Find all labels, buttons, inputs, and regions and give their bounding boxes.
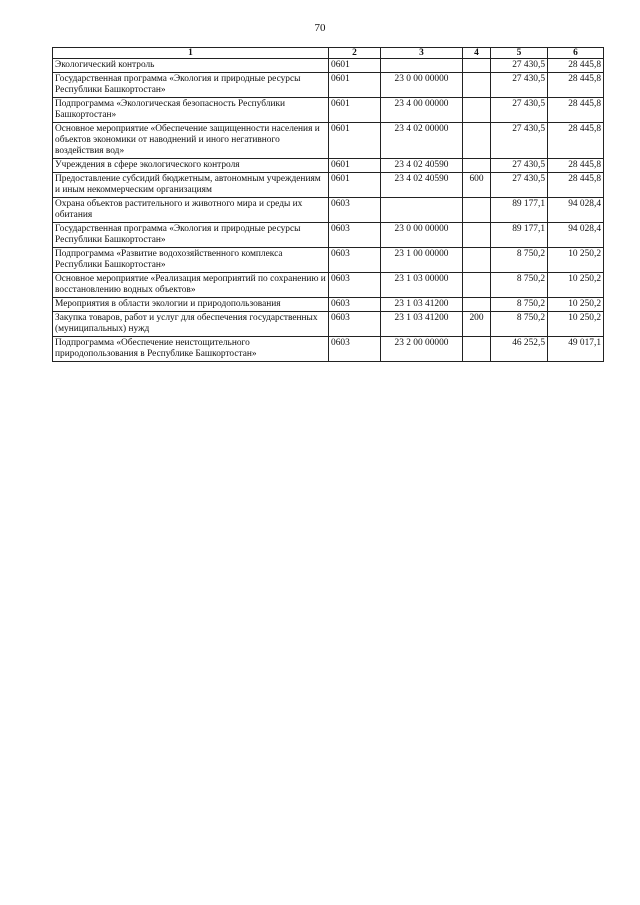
header-col-6: 6 [548,48,604,59]
cell-expense-type [463,273,491,298]
table-row [53,312,604,337]
cell-name: Основное мероприятие «Реализация мероприятий по сохранению и восстановлению водных объектов» [53,273,329,298]
cell-amount-1: 27 430,5 [491,173,548,198]
cell-name: Подпрограмма «Экологическая безопасность Республики Башкортостан» [53,98,329,123]
cell-amount-1: 27 430,5 [491,59,548,73]
table-row [53,198,604,223]
cell-amount-2: 10 250,2 [548,248,604,273]
table-row [53,248,604,273]
header-col-4: 4 [463,48,491,59]
cell-section-code: 0601 [329,73,381,98]
cell-target-code: 23 4 02 00000 [381,123,463,159]
cell-name: Мероприятия в области экологии и природопользования [53,298,329,312]
cell-target-code [381,198,463,223]
cell-section-code: 0603 [329,298,381,312]
cell-target-code: 23 0 00 00000 [381,73,463,98]
table-row [53,337,604,362]
page-number: 70 [314,22,326,34]
cell-amount-2: 28 445,8 [548,98,604,123]
cell-amount-2: 28 445,8 [548,73,604,98]
cell-amount-2: 10 250,2 [548,273,604,298]
cell-target-code: 23 1 03 41200 [381,312,463,337]
cell-section-code: 0601 [329,59,381,73]
cell-name: Экологический контроль [53,59,329,73]
cell-section-code: 0603 [329,273,381,298]
cell-amount-1: 46 252,5 [491,337,548,362]
cell-target-code: 23 4 00 00000 [381,98,463,123]
cell-target-code: 23 1 03 00000 [381,273,463,298]
cell-target-code: 23 0 00 00000 [381,223,463,248]
budget-table [52,47,604,362]
cell-name: Предоставление субсидий бюджетным, автономным учреждениям и иным некоммерческим организациям [53,173,329,198]
cell-amount-2: 10 250,2 [548,298,604,312]
cell-section-code: 0603 [329,337,381,362]
table-row [53,159,604,173]
cell-target-code [381,59,463,73]
cell-name: Государственная программа «Экология и природные ресурсы Республики Башкортостан» [53,73,329,98]
cell-name: Подпрограмма «Обеспечение неистощительного природопользования в Республике Башкортостан» [53,337,329,362]
cell-target-code: 23 4 02 40590 [381,159,463,173]
cell-expense-type [463,59,491,73]
cell-amount-2: 28 445,8 [548,159,604,173]
cell-target-code: 23 1 00 00000 [381,248,463,273]
cell-amount-1: 8 750,2 [491,273,548,298]
header-col-2: 2 [329,48,381,59]
table-row [53,298,604,312]
cell-section-code: 0601 [329,173,381,198]
cell-section-code: 0601 [329,123,381,159]
cell-section-code: 0601 [329,159,381,173]
cell-section-code: 0603 [329,248,381,273]
cell-amount-2: 10 250,2 [548,312,604,337]
cell-expense-type [463,98,491,123]
cell-amount-1: 89 177,1 [491,198,548,223]
cell-amount-1: 8 750,2 [491,248,548,273]
cell-section-code: 0601 [329,98,381,123]
header-col-5: 5 [491,48,548,59]
cell-amount-1: 89 177,1 [491,223,548,248]
header-col-1: 1 [53,48,329,59]
cell-amount-1: 27 430,5 [491,123,548,159]
cell-name: Основное мероприятие «Обеспечение защищенности населения и объектов экономики от наводнений и иного негативного воздействия вод» [53,123,329,159]
cell-amount-1: 8 750,2 [491,298,548,312]
cell-expense-type [463,159,491,173]
cell-amount-2: 94 028,4 [548,198,604,223]
cell-expense-type [463,123,491,159]
cell-amount-1: 27 430,5 [491,98,548,123]
table-row [53,73,604,98]
cell-amount-1: 27 430,5 [491,73,548,98]
table-row [53,123,604,159]
cell-name: Государственная программа «Экология и природные ресурсы Республики Башкортостан» [53,223,329,248]
cell-amount-1: 8 750,2 [491,312,548,337]
cell-name: Учреждения в сфере экологического контроля [53,159,329,173]
cell-expense-type [463,223,491,248]
cell-expense-type: 200 [463,312,491,337]
cell-expense-type [463,198,491,223]
cell-amount-1: 27 430,5 [491,159,548,173]
cell-name: Охрана объектов растительного и животного мира и среды их обитания [53,198,329,223]
cell-section-code: 0603 [329,312,381,337]
cell-expense-type [463,298,491,312]
cell-section-code: 0603 [329,198,381,223]
table-row [53,98,604,123]
cell-amount-2: 28 445,8 [548,59,604,73]
cell-section-code: 0603 [329,223,381,248]
table-row [53,59,604,73]
cell-amount-2: 28 445,8 [548,123,604,159]
cell-expense-type: 600 [463,173,491,198]
cell-target-code: 23 1 03 41200 [381,298,463,312]
cell-name: Подпрограмма «Развитие водохозяйственного комплекса Республики Башкортостан» [53,248,329,273]
table-row [53,173,604,198]
cell-expense-type [463,337,491,362]
cell-amount-2: 94 028,4 [548,223,604,248]
cell-expense-type [463,73,491,98]
cell-amount-2: 49 017,1 [548,337,604,362]
cell-expense-type [463,248,491,273]
cell-amount-2: 28 445,8 [548,173,604,198]
cell-name: Закупка товаров, работ и услуг для обеспечения государственных (муниципальных) нужд [53,312,329,337]
table-row [53,223,604,248]
header-col-3: 3 [381,48,463,59]
cell-target-code: 23 4 02 40590 [381,173,463,198]
table-header-row [53,48,604,59]
cell-target-code: 23 2 00 00000 [381,337,463,362]
table-row [53,273,604,298]
